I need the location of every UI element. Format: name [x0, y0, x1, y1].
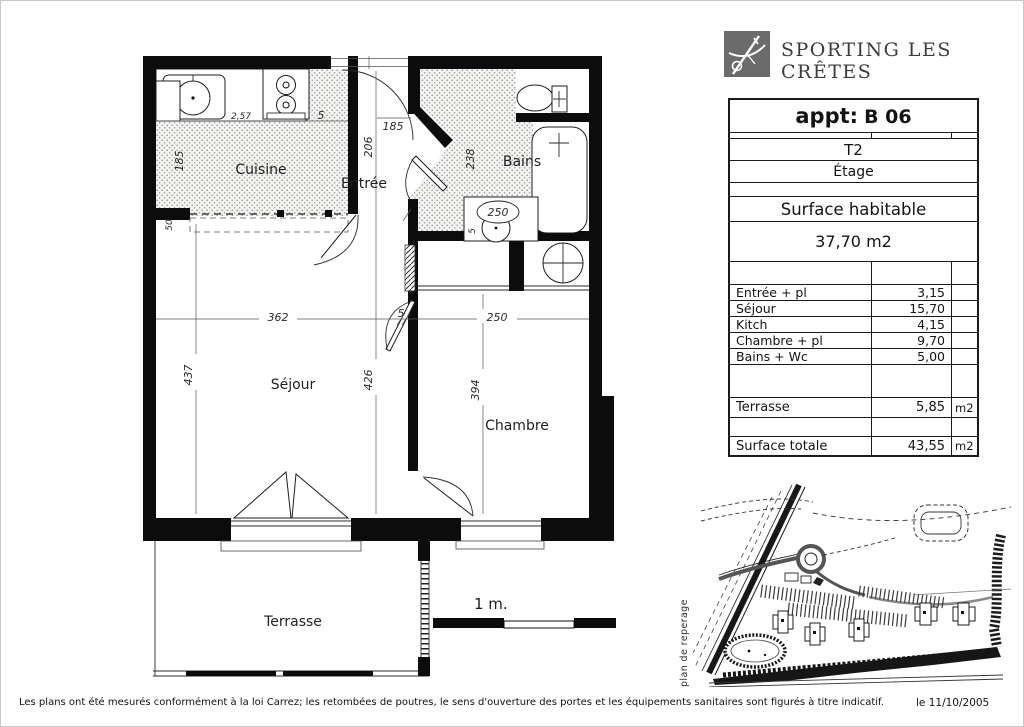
terrace-rail-cap — [418, 541, 430, 561]
french-door-threshold — [221, 541, 361, 551]
apartment-info-card — [728, 98, 979, 457]
brand-name: SPORTING LES CRÊTES — [781, 39, 952, 83]
brand-logo-icon — [724, 31, 770, 77]
dim-sejour-h1: 437 — [182, 364, 195, 386]
room-area-row — [730, 316, 977, 332]
room-area-row — [730, 284, 977, 300]
dim-counter-width: 2,57 — [230, 112, 252, 122]
footer-date: le 11/10/2005 — [916, 697, 990, 709]
closet-divider-wall — [509, 241, 524, 291]
dim-wall-50: 50 — [165, 219, 175, 231]
door-stop — [277, 210, 284, 217]
french-door-leaf — [292, 474, 348, 518]
terrace-unit: m2 — [951, 398, 977, 417]
dim-bains-5: 5 — [468, 228, 478, 234]
room-label-cuisine: Cuisine — [235, 162, 287, 178]
room-value: 4,15 — [871, 317, 951, 332]
room-unit — [951, 349, 977, 364]
scale-bar-black — [433, 618, 504, 628]
room-area-row — [730, 300, 977, 316]
burner-icon — [277, 76, 296, 95]
room-label: Kitch — [736, 317, 768, 332]
total-row — [730, 436, 977, 455]
door-leaf — [321, 215, 356, 258]
total-unit: m2 — [951, 437, 977, 455]
wall-left — [143, 56, 156, 541]
kitchen-stub-wall — [156, 208, 190, 220]
dim-sejour-h2: 426 — [362, 369, 375, 391]
room-unit — [951, 285, 977, 300]
room-label: Séjour — [736, 301, 776, 316]
duct-niche — [156, 81, 180, 121]
wall-right — [589, 56, 602, 396]
room-unit — [951, 317, 977, 332]
total-label: Surface totale — [736, 438, 828, 454]
room-label: Bains + Wc — [736, 349, 808, 364]
wall-bottom-3 — [541, 518, 614, 541]
dim-mid-5: 5 — [397, 307, 405, 320]
terrace-row — [730, 397, 977, 417]
door-arc — [406, 159, 413, 200]
floor-row — [730, 160, 977, 182]
french-door-leaf — [234, 472, 291, 518]
room-value: 3,15 — [871, 285, 951, 300]
toilet-bowl-icon — [517, 85, 553, 111]
room-value: 5,00 — [871, 349, 951, 364]
appt-label: appt: — [795, 104, 859, 128]
washbasin-drain — [495, 227, 498, 230]
room-label-sejour: Séjour — [270, 377, 316, 393]
room-value: 9,70 — [871, 333, 951, 348]
appt-title — [730, 104, 977, 128]
dim-chambre-height: 394 — [469, 379, 482, 401]
spacer-row — [730, 261, 977, 284]
surface-label: Surface habitable — [780, 199, 927, 219]
wall-top-right — [408, 56, 601, 69]
room-label-terrasse: Terrasse — [264, 614, 322, 630]
dim-counter-5: 5 — [317, 109, 325, 122]
chambre-window-sill — [456, 541, 544, 549]
type-row — [730, 138, 977, 160]
terrace-rail-cap — [418, 657, 430, 676]
dim-bains-width: 250 — [487, 206, 509, 219]
room-label-chambre: Chambre — [485, 418, 549, 434]
dim-entree-height: 206 — [362, 136, 375, 158]
dim-door-width: 185 — [382, 120, 404, 133]
door-stop — [325, 210, 332, 217]
dim-sejour-width: 362 — [267, 311, 289, 324]
appt-header-row — [730, 100, 977, 132]
terrace-edge-bar — [186, 671, 276, 676]
sink-drain-icon — [191, 96, 194, 99]
room-label: Chambre + pl — [736, 333, 823, 348]
dim-bains-height: 238 — [464, 148, 477, 170]
door-leaf — [424, 478, 473, 516]
sliding-closet-door — [405, 245, 415, 291]
room-value: 15,70 — [871, 301, 951, 316]
terrace-value: 5,85 — [871, 398, 951, 417]
entry-pillar — [408, 56, 420, 114]
partition-lower — [408, 349, 418, 471]
room-area-row — [730, 332, 977, 348]
surface-value-row — [730, 221, 977, 261]
wc-half-wall — [516, 113, 589, 122]
wall-bottom-1 — [143, 518, 231, 541]
terrace-edge-bar — [283, 671, 373, 676]
surface-value: 37,70 m2 — [815, 232, 892, 251]
room-label-bains: Bains — [502, 154, 542, 170]
room-unit — [951, 333, 977, 348]
scale-bar-black — [574, 618, 616, 628]
site-plan-drawing — [693, 479, 1015, 687]
wall-bottom-2 — [351, 518, 461, 541]
apartment-type: T2 — [844, 140, 863, 159]
kitchen-bar-outline — [190, 218, 348, 232]
footer-note: Les plans ont été mesurés conformément à la loi Carrez; les retombées de poutres, le sens d'ouverture des portes et les équipements sanitaires sont figurés à titre indicatif. — [19, 697, 884, 708]
surface-label-row — [730, 196, 977, 221]
total-value: 43,55 — [871, 437, 951, 455]
spacer-row — [730, 417, 977, 436]
room-area-row — [730, 348, 977, 364]
appt-number: B 06 — [864, 106, 912, 128]
terrace-label: Terrasse — [736, 400, 790, 415]
floor-plan-drawing — [71, 9, 631, 699]
scale-label: 1 m. — [474, 595, 508, 613]
spacer-row — [730, 182, 977, 196]
floor-label: Étage — [833, 163, 874, 180]
room-label: Entrée + pl — [736, 285, 807, 300]
burner-icon — [277, 96, 296, 115]
stove-front — [267, 113, 305, 119]
room-label-entree: Entrée — [341, 176, 387, 192]
dim-chambre-width: 250 — [486, 311, 508, 324]
dim-kitchen-height: 185 — [173, 150, 186, 172]
room-unit — [951, 301, 977, 316]
scale-bar-white — [504, 621, 574, 628]
wall-top-left — [143, 56, 331, 69]
site-plan-label: plan de reperage — [679, 599, 690, 687]
spacer-row — [730, 364, 977, 397]
